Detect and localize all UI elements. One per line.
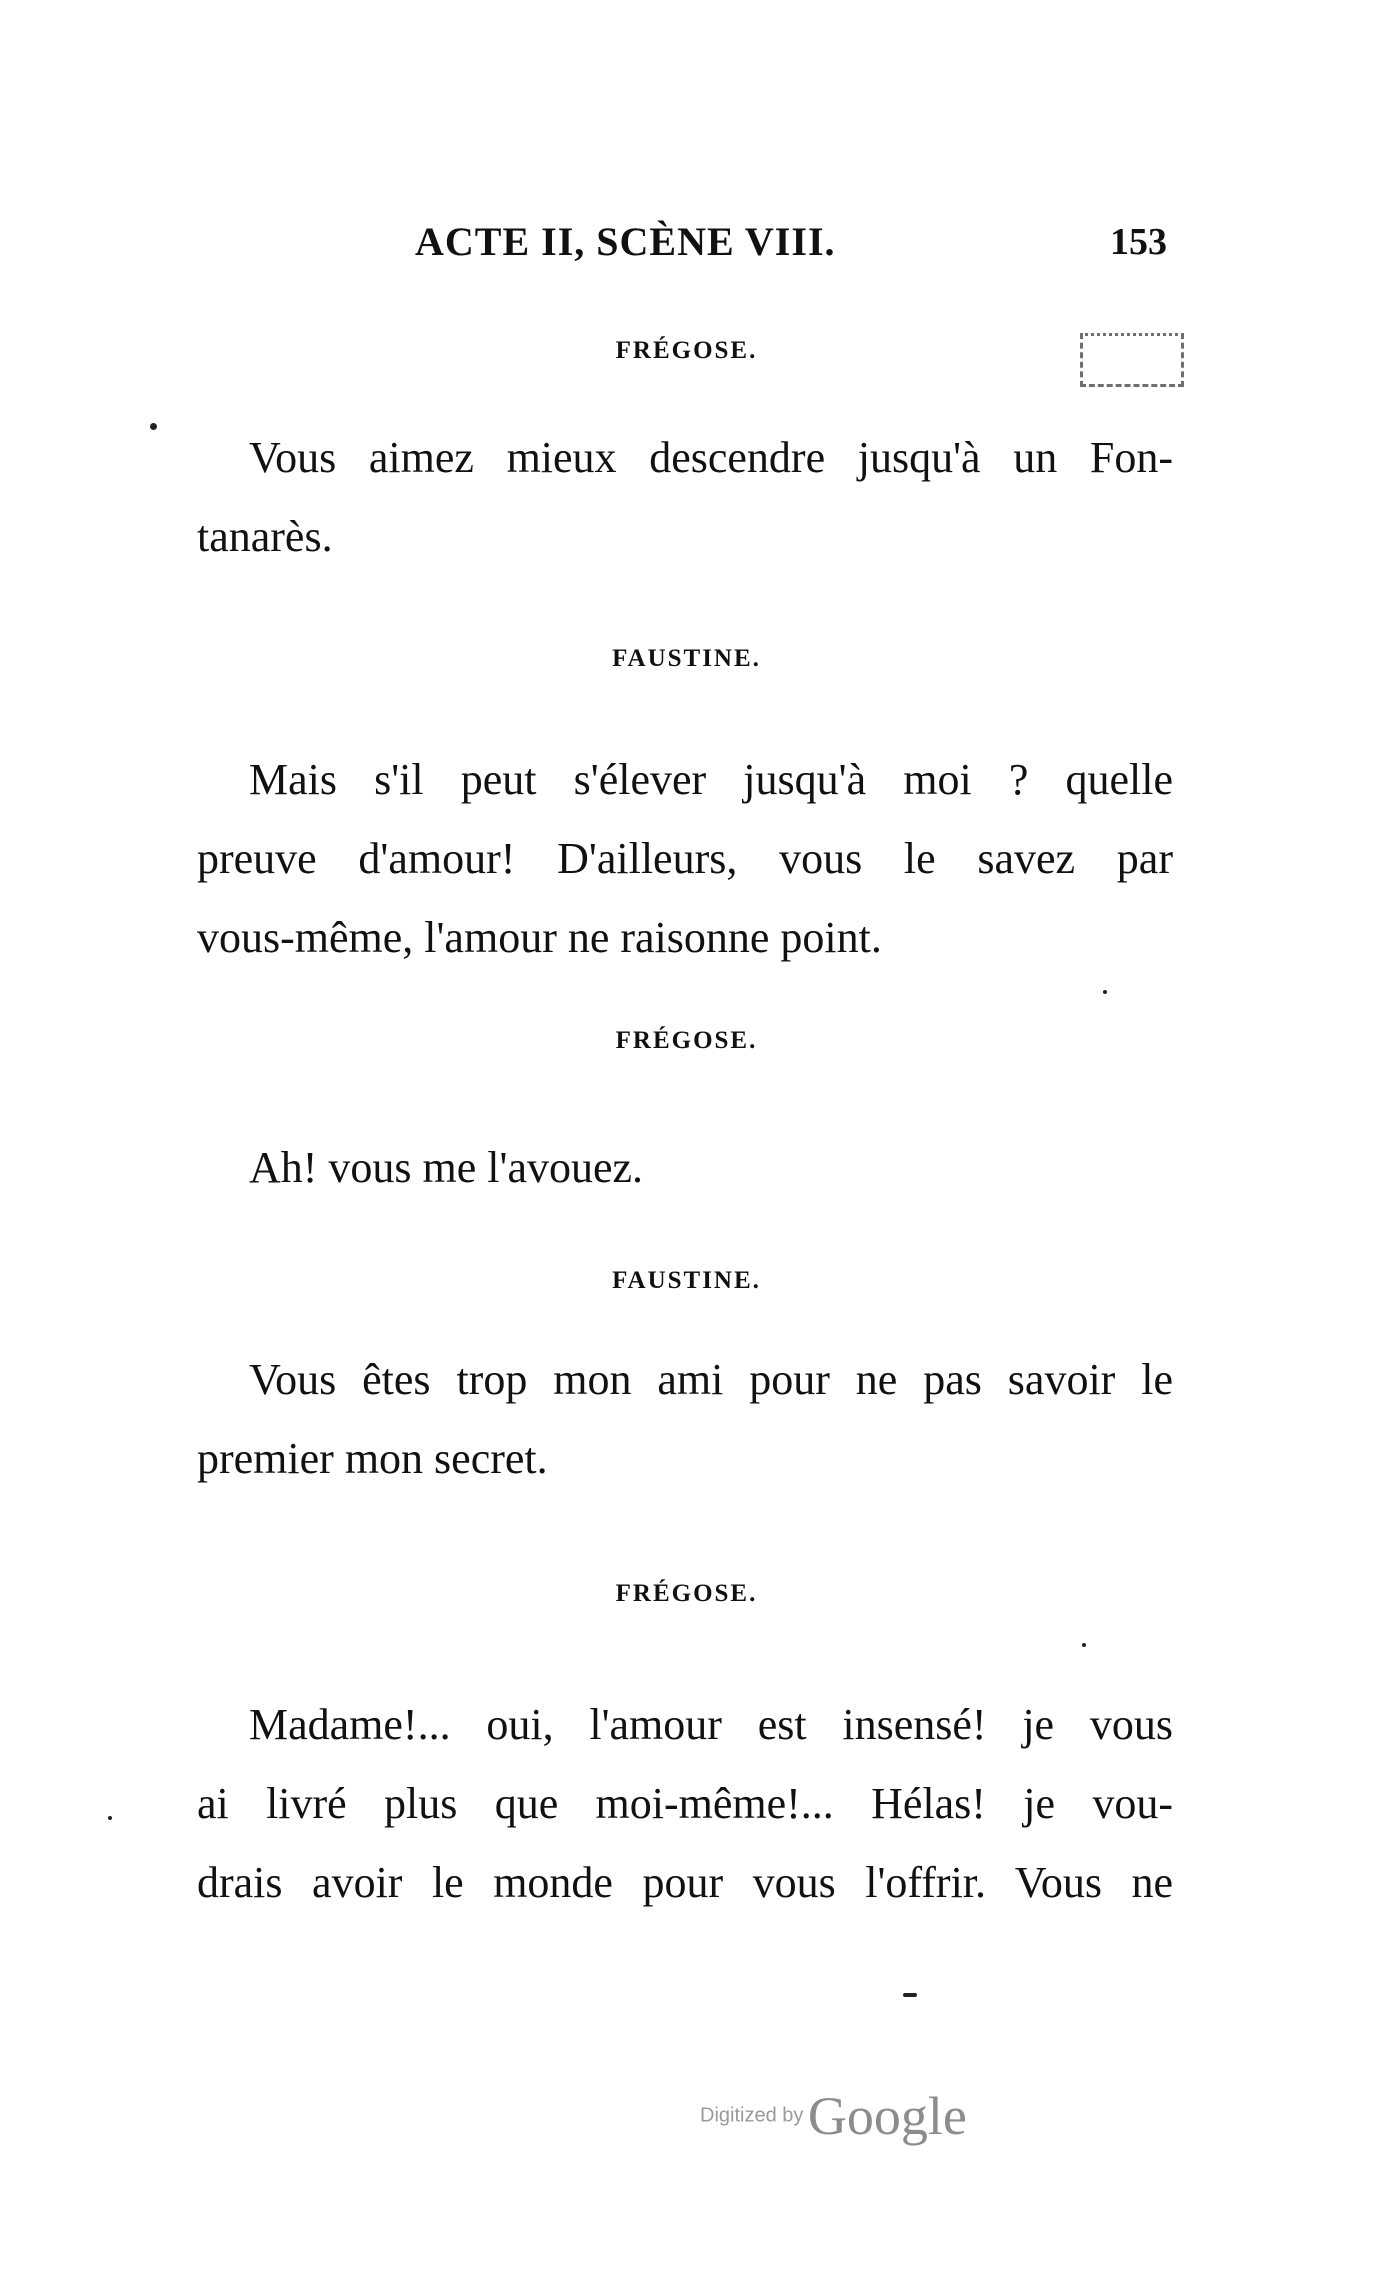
google-logo: Google [807,2086,967,2146]
speech-line: ai livré plus que moi-même!... Hélas! je vou- [197,1779,1173,1828]
speech-block [197,740,1173,977]
speech-line: preuve d'amour! D'ailleurs, vous le savez par [197,834,1173,883]
scan-speck [1082,1643,1086,1647]
digitized-by-text: Digitized by [700,2104,804,2127]
scan-speck [1103,990,1107,994]
speech-block [197,418,1173,576]
speaker-name: FRÉGOSE. [615,337,758,364]
scan-speck [108,1816,112,1820]
speech-line: Madame!... oui, l'amour est insensé! je vous [249,1700,1173,1749]
speaker-name: FAUSTINE. [612,645,761,672]
speaker-name: FRÉGOSE. [615,1580,758,1607]
running-title: ACTE II, SCÈNE VIII. [415,219,836,264]
digitization-watermark [700,2085,967,2147]
speech-block [197,1685,1173,1922]
speech-line: Vous êtes trop mon ami pour ne pas savoir le [249,1355,1173,1404]
speech-block [197,1340,1173,1498]
scan-speck [150,423,157,430]
speech-line: Vous aimez mieux descendre jusqu'à un Fon- [249,433,1173,482]
speech-line: premier mon secret. [197,1434,548,1483]
page-number: 153 [1110,221,1167,263]
speaker-name: FAUSTINE. [612,1267,761,1294]
speech-line: Mais s'il peut s'élever jusqu'à moi ? quelle [249,755,1173,804]
speech-line: vous-même, l'amour ne raisonne point. [197,913,882,962]
speech-line: tanarès. [197,512,333,561]
speech-line: Ah! vous me l'avouez. [249,1143,644,1192]
speech-block [197,1128,1173,1207]
scan-speck [903,1993,917,1997]
speech-line: drais avoir le monde pour vous l'offrir. Vous ne [197,1858,1173,1907]
speaker-name: FRÉGOSE. [615,1027,758,1054]
